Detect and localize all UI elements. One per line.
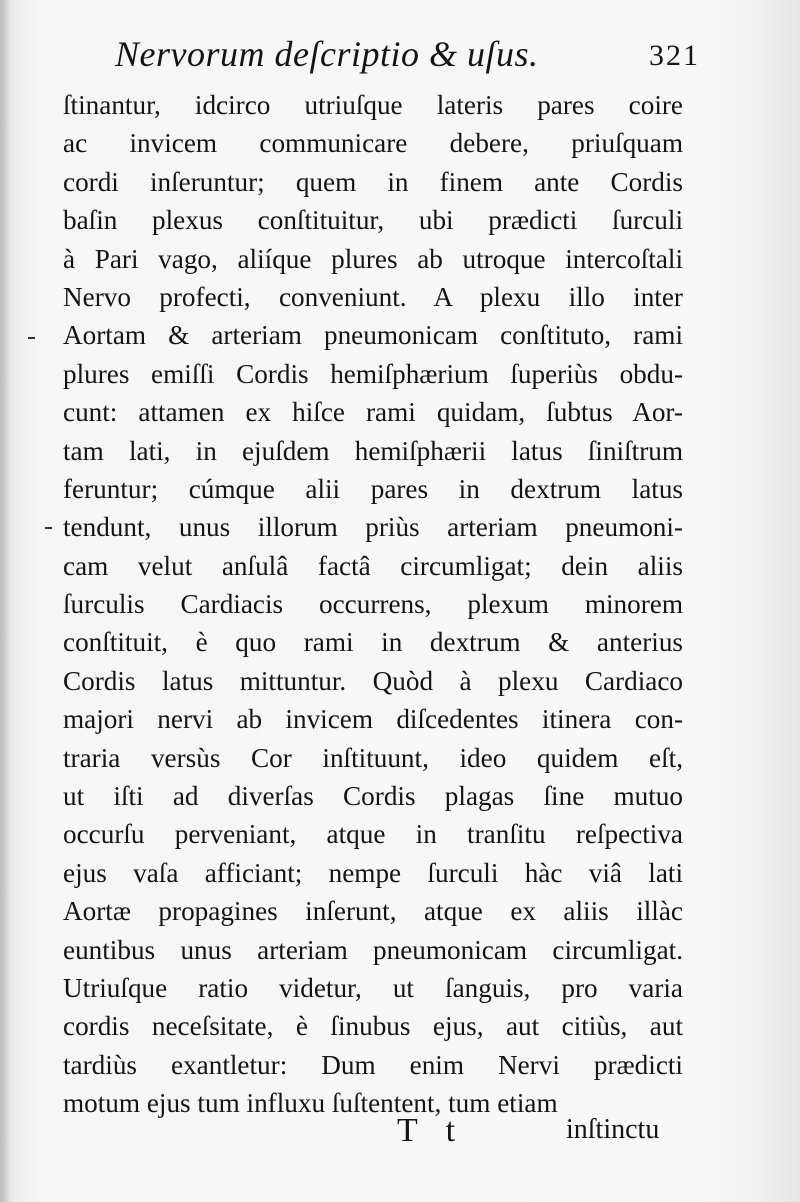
text-line: baſin plexus conſtituitur, ubi prædicti ſurculi [63,205,683,236]
margin-mark [28,337,35,339]
text-line: Aortæ propagines inſerunt, atque ex aliis illàc [63,896,683,927]
text-line: à Pari vago, aliíque plures ab utroque intercoſtali [63,243,683,274]
text-line: motum ejus tum influxu ſuſtentent, tum etiam [63,1088,558,1119]
text-line: ſurculis Cardiacis occurrens, plexum minorem [63,589,683,620]
text-line: ac invicem communicare debere, priuſquam [63,128,683,159]
text-line: cam velut anſulâ factâ circumligat; dein aliis [63,550,683,581]
page-gutter-shadow [0,0,10,1202]
text-line: Cordis latus mittuntur. Quòd à plexu Cardiaco [63,665,683,696]
margin-mark [45,527,52,529]
text-line: feruntur; cúmque alii pares in dextrum latus [63,473,683,504]
text-line: plures emiſſi Cordis hemiſphærium ſuperiùs obdu- [63,358,683,389]
text-line: tardiùs exantletur: Dum enim Nervi prædicti [63,1049,683,1080]
text-line: conſtituit, è quo rami in dextrum & anterius [63,627,683,658]
text-line: majori nervi ab invicem diſcedentes itinera con- [63,704,683,735]
text-line: traria versùs Cor inſtituunt, ideo quidem eſt, [63,742,683,773]
text-line: cordi inſeruntur; quem in finem ante Cordis [63,166,683,197]
text-line: occurſu perveniant, atque in tranſitu reſpectiva [63,819,683,850]
running-head [0,33,800,83]
signature-mark: T t [397,1112,466,1149]
text-line: tam lati, in ejuſdem hemiſphærii latus ſiniſtrum [63,435,683,466]
text-line: ſtinantur, idcirco utriuſque lateris pares coire [63,90,683,120]
text-line: cunt: attamen ex hiſce rami quidam, ſubtus Aor- [63,397,683,428]
text-line: euntibus unus arteriam pneumonicam circumligat. [63,934,683,965]
text-line: ejus vaſa afficiant; nempe ſurculi hàc viâ lati [63,857,683,888]
text-line: ut iſti ad diverſas Cordis plagas ſine mutuo [63,781,683,812]
text-line: cordis neceſsitate, è ſinubus ejus, aut citiùs, aut [63,1011,683,1042]
page-number: 321 [649,39,700,72]
running-head-title: Nervorum deſcriptio & uſus. [115,34,539,74]
catchword: inſtinctu [566,1114,660,1145]
text-line: tendunt, unus illorum priùs arteriam pneumoni- [63,512,683,543]
page-footer [0,1112,800,1162]
text-line: Utriuſque ratio videtur, ut ſanguis, pro varia [63,972,683,1003]
body-text [63,86,683,1123]
text-line: Nervo profecti, conveniunt. A plexu illo inter [63,281,683,312]
text-line: Aortam & arteriam pneumonicam conſtituto, rami [63,320,683,351]
